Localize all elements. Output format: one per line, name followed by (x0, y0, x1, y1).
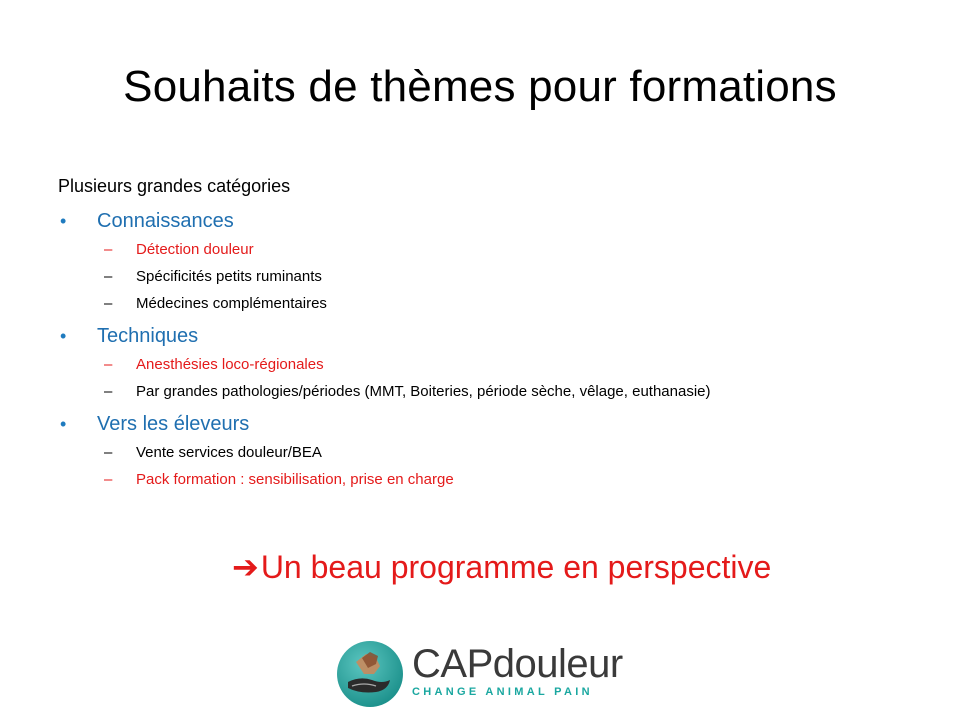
cow-hand-icon (336, 640, 404, 708)
list-item (58, 378, 918, 405)
list-item-text: Spécificités petits ruminants (136, 268, 322, 285)
category-eleveurs (58, 409, 918, 439)
bullet-icon: • (60, 325, 67, 346)
bullet-icon: • (60, 413, 67, 434)
category-group (58, 409, 918, 493)
list-item (58, 263, 918, 290)
list-item (58, 236, 918, 263)
dash-icon: – (104, 444, 113, 461)
dash-icon: – (104, 268, 113, 285)
dash-icon: – (104, 295, 113, 312)
list-item (58, 351, 918, 378)
category-label: Connaissances (97, 209, 234, 232)
capdouleur-logo (336, 640, 626, 708)
list-item-text: Par grandes pathologies/périodes (MMT, Boiteries, période sèche, vêlage, euthanasie) (136, 383, 711, 400)
dash-icon: – (104, 383, 113, 400)
category-label: Techniques (97, 324, 199, 347)
list-item (58, 290, 918, 317)
list-item (58, 439, 918, 466)
conclusion-text: Un beau programme en perspective (260, 548, 772, 585)
logo-name-rest: douleur (492, 642, 623, 686)
list-item-text: Médecines complémentaires (136, 295, 327, 312)
logo-tagline: CHANGE ANIMAL PAIN (412, 686, 593, 698)
category-connaissances (58, 206, 918, 236)
category-group (58, 321, 918, 405)
list-item-text: Détection douleur (136, 241, 254, 258)
slide-content (58, 174, 918, 497)
logo-name (412, 642, 623, 686)
list-item-text: Vente services douleur/BEA (136, 444, 322, 461)
dash-icon: – (104, 356, 113, 373)
bullet-icon: • (60, 210, 67, 231)
category-label: Vers les éleveurs (97, 412, 250, 435)
dash-icon: – (104, 471, 113, 488)
category-group (58, 206, 918, 317)
logo-name-cap: CAP (412, 642, 493, 686)
list-item-text: Anesthésies loco-régionales (136, 356, 324, 373)
category-techniques (58, 321, 918, 351)
logo-text (412, 642, 623, 698)
intro-text: Plusieurs grandes catégories (58, 176, 291, 196)
conclusion (232, 548, 771, 586)
list-item (58, 466, 918, 493)
arrow-right-icon: ➔ (232, 549, 259, 585)
list-item-text: Pack formation : sensibilisation, prise en charge (136, 471, 454, 488)
slide-title: Souhaits de thèmes pour formations (123, 62, 837, 111)
dash-icon: – (104, 241, 113, 258)
